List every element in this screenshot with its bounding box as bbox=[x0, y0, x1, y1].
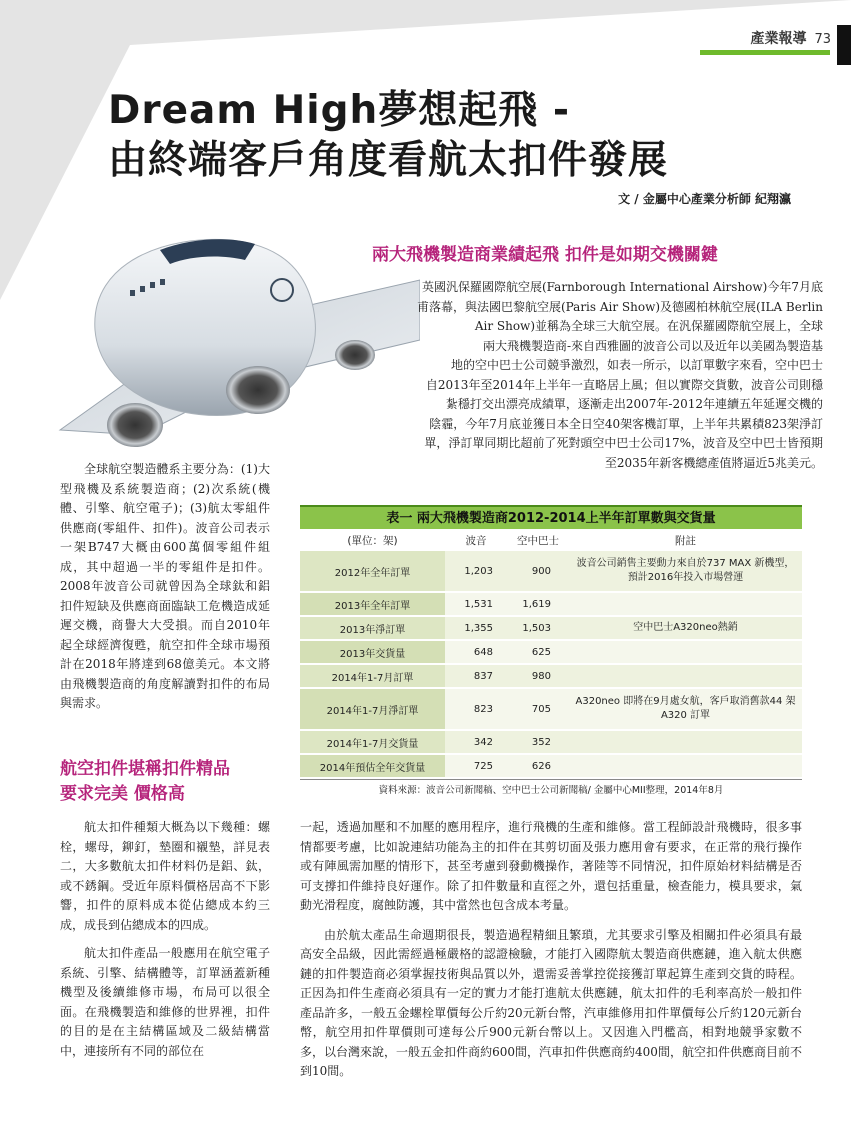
row-note: 空中巴士A320neo熱銷 bbox=[569, 617, 802, 639]
row-note bbox=[569, 665, 802, 687]
section2-heading-line1: 航空扣件堪稱扣件精品 bbox=[60, 759, 230, 779]
table-row bbox=[300, 593, 802, 615]
col-header-unit: (單位：架) bbox=[300, 531, 445, 549]
page-header bbox=[750, 28, 831, 48]
row-note bbox=[569, 731, 802, 753]
table-1 bbox=[300, 505, 802, 796]
airbus-value: 980 bbox=[507, 665, 569, 687]
paragraph: 航太扣件種類大概為以下幾種：螺栓，螺母，鉚釘，墊圈和襯墊，詳見表二，大多數航太扣件材料仍是鋁、鈦，或不銹鋼。受近年原料價格居高不下影響，扣件的原料成本從佔總成本約三成，成長到佔總成本的四成。 bbox=[60, 820, 270, 932]
table-row bbox=[300, 551, 802, 591]
row-note: A320neo 即將在9月處女航，客戶取消舊款44 架A320 訂單 bbox=[569, 689, 802, 729]
intro-line: 兩大飛機製造商-來自西雅圖的波音公司以及近年以美國為製造基 bbox=[482, 338, 823, 353]
intro-paragraph bbox=[283, 278, 823, 473]
boeing-value: 823 bbox=[445, 689, 507, 729]
row-label: 2014年1-7月交貨量 bbox=[300, 731, 445, 753]
section-label: 產業報導 bbox=[750, 31, 807, 47]
data-table bbox=[300, 529, 802, 779]
page-edge-tab bbox=[837, 25, 851, 65]
header-accent-bar bbox=[700, 50, 830, 55]
airbus-value: 1,619 bbox=[507, 593, 569, 615]
airbus-value: 1,503 bbox=[507, 617, 569, 639]
intro-line: 自2013年至2014年上半年一直略居上風；但以實際交貨數，波音公司則穩 bbox=[425, 377, 823, 392]
boeing-value: 725 bbox=[445, 755, 507, 777]
airbus-value: 705 bbox=[507, 689, 569, 729]
article-title bbox=[108, 86, 668, 186]
row-note: 波音公司銷售主要動力來自於737 MAX 新機型，預計2016年投入市場營運 bbox=[569, 551, 802, 591]
airbus-value: 900 bbox=[507, 551, 569, 591]
airbus-value: 626 bbox=[507, 755, 569, 777]
boeing-value: 837 bbox=[445, 665, 507, 687]
table-row bbox=[300, 755, 802, 777]
intro-line: 地的空中巴士公司競爭激烈，如表一所示，以訂單數字來看，空中巴士 bbox=[450, 358, 823, 372]
left-column-body bbox=[60, 818, 270, 1070]
boeing-value: 1,355 bbox=[445, 617, 507, 639]
row-label: 2013年交貨量 bbox=[300, 641, 445, 663]
table-row bbox=[300, 617, 802, 639]
row-note bbox=[569, 641, 802, 663]
row-label: 2014年1-7月訂單 bbox=[300, 665, 445, 687]
intro-line: Air Show)並稱為全球三大航空展。在汎保羅國際航空展上，全球 bbox=[474, 319, 823, 333]
paragraph: 航太扣件產品一般應用在航空電子系統、引擎、結構體等，訂單涵蓋新種機型及後續維修市場，布局可以很全面。在飛機製造和維修的世界裡，扣件的目的是在主結構區域及二級結構當中，連接所有不同的部位在 bbox=[60, 946, 270, 1058]
intro-line: 陰霾，今年7月底並獲日本全日空40架客機訂單，上半年共累積823架淨訂 bbox=[429, 416, 823, 431]
col-header-airbus: 空中巴士 bbox=[507, 531, 569, 549]
intro-line: 甫落幕，與法國巴黎航空展(Paris Air Show)及德國柏林航空展(ILA Berlin bbox=[416, 299, 823, 314]
boeing-value: 1,203 bbox=[445, 551, 507, 591]
row-label: 2013年全年訂單 bbox=[300, 593, 445, 615]
table-row bbox=[300, 641, 802, 663]
section2-heading-line2: 要求完美 價格高 bbox=[60, 784, 185, 804]
intro-line: 英國汎保羅國際航空展(Farnborough International Airshow)今年7月底 bbox=[421, 280, 823, 294]
boeing-value: 648 bbox=[445, 641, 507, 663]
section1-heading: 兩大飛機製造商業績起飛 扣件是如期交機關鍵 bbox=[372, 245, 718, 265]
row-label: 2013年淨訂單 bbox=[300, 617, 445, 639]
row-label: 2012年全年訂單 bbox=[300, 551, 445, 591]
row-note bbox=[569, 593, 802, 615]
table-source: 資料來源：波音公司新聞稿、空中巴士公司新聞稿/ 金屬中心MII整理，2014年8月 bbox=[300, 779, 802, 796]
boeing-value: 1,531 bbox=[445, 593, 507, 615]
col-header-boeing: 波音 bbox=[445, 531, 507, 549]
airbus-value: 625 bbox=[507, 641, 569, 663]
table-header-row bbox=[300, 531, 802, 549]
title-line-1: Dream High夢想起飛 - bbox=[108, 88, 571, 133]
col-header-note: 附註 bbox=[569, 531, 802, 549]
table-title: 表一 兩大飛機製造商2012-2014上半年訂單數與交貨量 bbox=[300, 505, 802, 529]
paragraph: 一起，透過加壓和不加壓的應用程序，進行飛機的生產和維修。當工程師設計飛機時，很多事情都要考慮，比如說連結功能為主的扣件在其剪切面及張力應用會有要求，在正常的飛行操作或有陣風需加壓的情形下，甚至考慮到發動機操作，著陸等不同情況，扣件原始材料結構是否可支撐扣件維持良好運作。除了扣件數量和直徑之外，還包括重量，檢查能力，模具要求，氣動光滑程度，腐蝕防護，其中當然也包含成本考量。 bbox=[300, 820, 802, 912]
left-intro-paragraph: 全球航空製造體系主要分為：(1)大型飛機及系統製造商；(2)次系統(機體、引擎、航空電子)；(3)航太零組件供應商(零組件、扣件)。波音公司表示一架B747大概由600萬個零組件組成，其中超過一半的零組件是扣件。2008年波音公司就曾因為全球鈦和鋁扣件短缺及供應商面臨缺工危機造成延遲交機，商譽大大受損。而自2010年起全球經濟復甦，航空扣件全球市場預計在2018年將達到68億美元。本文將由飛機製造商的角度解讀對扣件的布局與需求。 bbox=[60, 462, 270, 710]
airbus-value: 352 bbox=[507, 731, 569, 753]
row-label: 2014年1-7月淨訂單 bbox=[300, 689, 445, 729]
page-number: 73 bbox=[814, 32, 831, 47]
intro-line: 紮穩打交出漂亮成績單，逐漸走出2007年-2012年連續五年延遲交機的 bbox=[445, 397, 823, 411]
table-row bbox=[300, 731, 802, 753]
byline: 文 / 金屬中心產業分析師 紀翔瀛 bbox=[618, 192, 791, 206]
title-line-2: 由終端客戶角度看航太扣件發展 bbox=[108, 138, 669, 183]
intro-line: 單，淨訂單同期比超前了死對頭空中巴士公司17%，波音及空中巴士皆預期 bbox=[424, 436, 823, 450]
right-column-body bbox=[300, 818, 802, 1092]
table-row bbox=[300, 665, 802, 687]
intro-line: 至2035年新客機總產值將逼近5兆美元。 bbox=[604, 455, 823, 470]
table-row bbox=[300, 689, 802, 729]
boeing-value: 342 bbox=[445, 731, 507, 753]
section2-heading bbox=[60, 757, 230, 807]
row-label: 2014年預估全年交貨量 bbox=[300, 755, 445, 777]
paragraph: 由於航太產品生命週期很長，製造過程精細且繁瑣，尤其要求引擎及相關扣件必須具有最高安全品級，因此需經過極嚴格的認證檢驗，才能打入國際航太製造商供應鏈，進入航太供應鏈的扣件製造商必須掌握技術與品質以外，還需妥善掌控從接獲訂單起算生產到交貨的時程。正因為扣件生產商必須具有一定的實力才能打進航太供應鏈，航太扣件的毛利率高於一般扣件產品許多，一般五金螺栓單價每公斤約20元新台幣，汽車維修用扣件單價每公斤約120元新台幣，航空用扣件單價則可達每公斤900元新台幣以上。又因進入門檻高，相對地競爭家數不多，以台灣來說，一般五金扣件商約600間，汽車扣件供應商約400間，航空扣件供應商目前不到10間。 bbox=[300, 927, 802, 1078]
row-note bbox=[569, 755, 802, 777]
